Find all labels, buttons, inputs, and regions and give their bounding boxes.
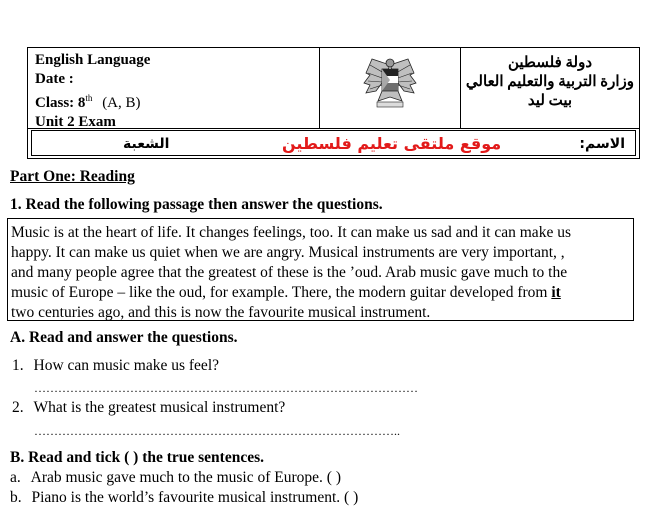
- section-b-title: B. Read and tick ( ) the true sentences.: [10, 449, 265, 466]
- exam-header: [27, 47, 640, 159]
- statement-a[interactable]: [10, 469, 341, 487]
- passage-line: happy. It can make us quiet when we are angry. Musical instruments are very important, ,: [11, 244, 565, 261]
- passage-line-text: music of Europe – like the oud, for example. There, the modern guitar developed from: [11, 284, 552, 301]
- header-top-row: [28, 48, 639, 129]
- palestine-eagle-emblem-icon: [360, 53, 420, 113]
- section-a-title: A. Read and answer the questions.: [10, 329, 238, 346]
- subject-label: English Language: [35, 52, 151, 68]
- exam-info-cell: [28, 48, 320, 128]
- site-label: موقع ملتقى تعليم فلسطين: [282, 134, 502, 153]
- statement-label: b.: [10, 489, 22, 506]
- question-number: 1.: [12, 357, 24, 374]
- class-label: [35, 89, 319, 113]
- ministry-line-2: وزارة التربية والتعليم العالي: [465, 74, 635, 90]
- emblem-cell: [320, 48, 461, 128]
- statement-text: Piano is the world’s favourite musical instrument. ( ): [31, 489, 359, 506]
- part-one-title: Part One: Reading: [10, 168, 135, 185]
- passage-line: two centuries ago, and this is now the favourite musical instrument.: [11, 304, 431, 321]
- question-1: [12, 357, 219, 375]
- class-sections: (A, B): [102, 95, 141, 111]
- ministry-line-3: بيت ليد: [527, 93, 573, 109]
- statement-label: a.: [10, 469, 21, 486]
- header-bottom-row: [28, 130, 639, 158]
- question-text: How can music make us feel?: [33, 357, 220, 374]
- name-label: الاسم:: [579, 136, 625, 152]
- reading-passage: [7, 218, 634, 321]
- passage-line: Music is at the heart of life. It changes feelings, too. It can make us sad and it can make us: [11, 224, 571, 241]
- date-label: Date :: [35, 71, 74, 87]
- answer-line[interactable]: ……………………………………………………………………………………: [34, 381, 418, 395]
- class-text: Class: 8: [35, 95, 86, 111]
- statement-text: Arab music gave much to the music of Europe. ( ): [30, 469, 341, 486]
- question-2: [12, 399, 285, 417]
- section-label: الشعبة: [123, 136, 170, 152]
- passage-line: and many people agree that the greatest of these is the ’oud. Arab music gave much to the: [11, 264, 568, 281]
- passage-it-word: it: [551, 284, 561, 301]
- answer-line[interactable]: ………………………………………………………………………………..: [34, 424, 400, 438]
- question-1-instruction: 1. Read the following passage then answer the questions.: [10, 196, 383, 213]
- ministry-line-1: دولة فلسطين: [507, 55, 593, 71]
- statement-b[interactable]: [10, 489, 358, 507]
- ministry-cell: [461, 48, 639, 128]
- exam-title: Unit 2 Exam: [35, 114, 116, 130]
- question-number: 2.: [12, 399, 24, 416]
- class-superscript: th: [85, 93, 93, 103]
- passage-line: [11, 283, 630, 303]
- name-row: [31, 130, 636, 156]
- question-text: What is the greatest musical instrument?: [33, 399, 286, 416]
